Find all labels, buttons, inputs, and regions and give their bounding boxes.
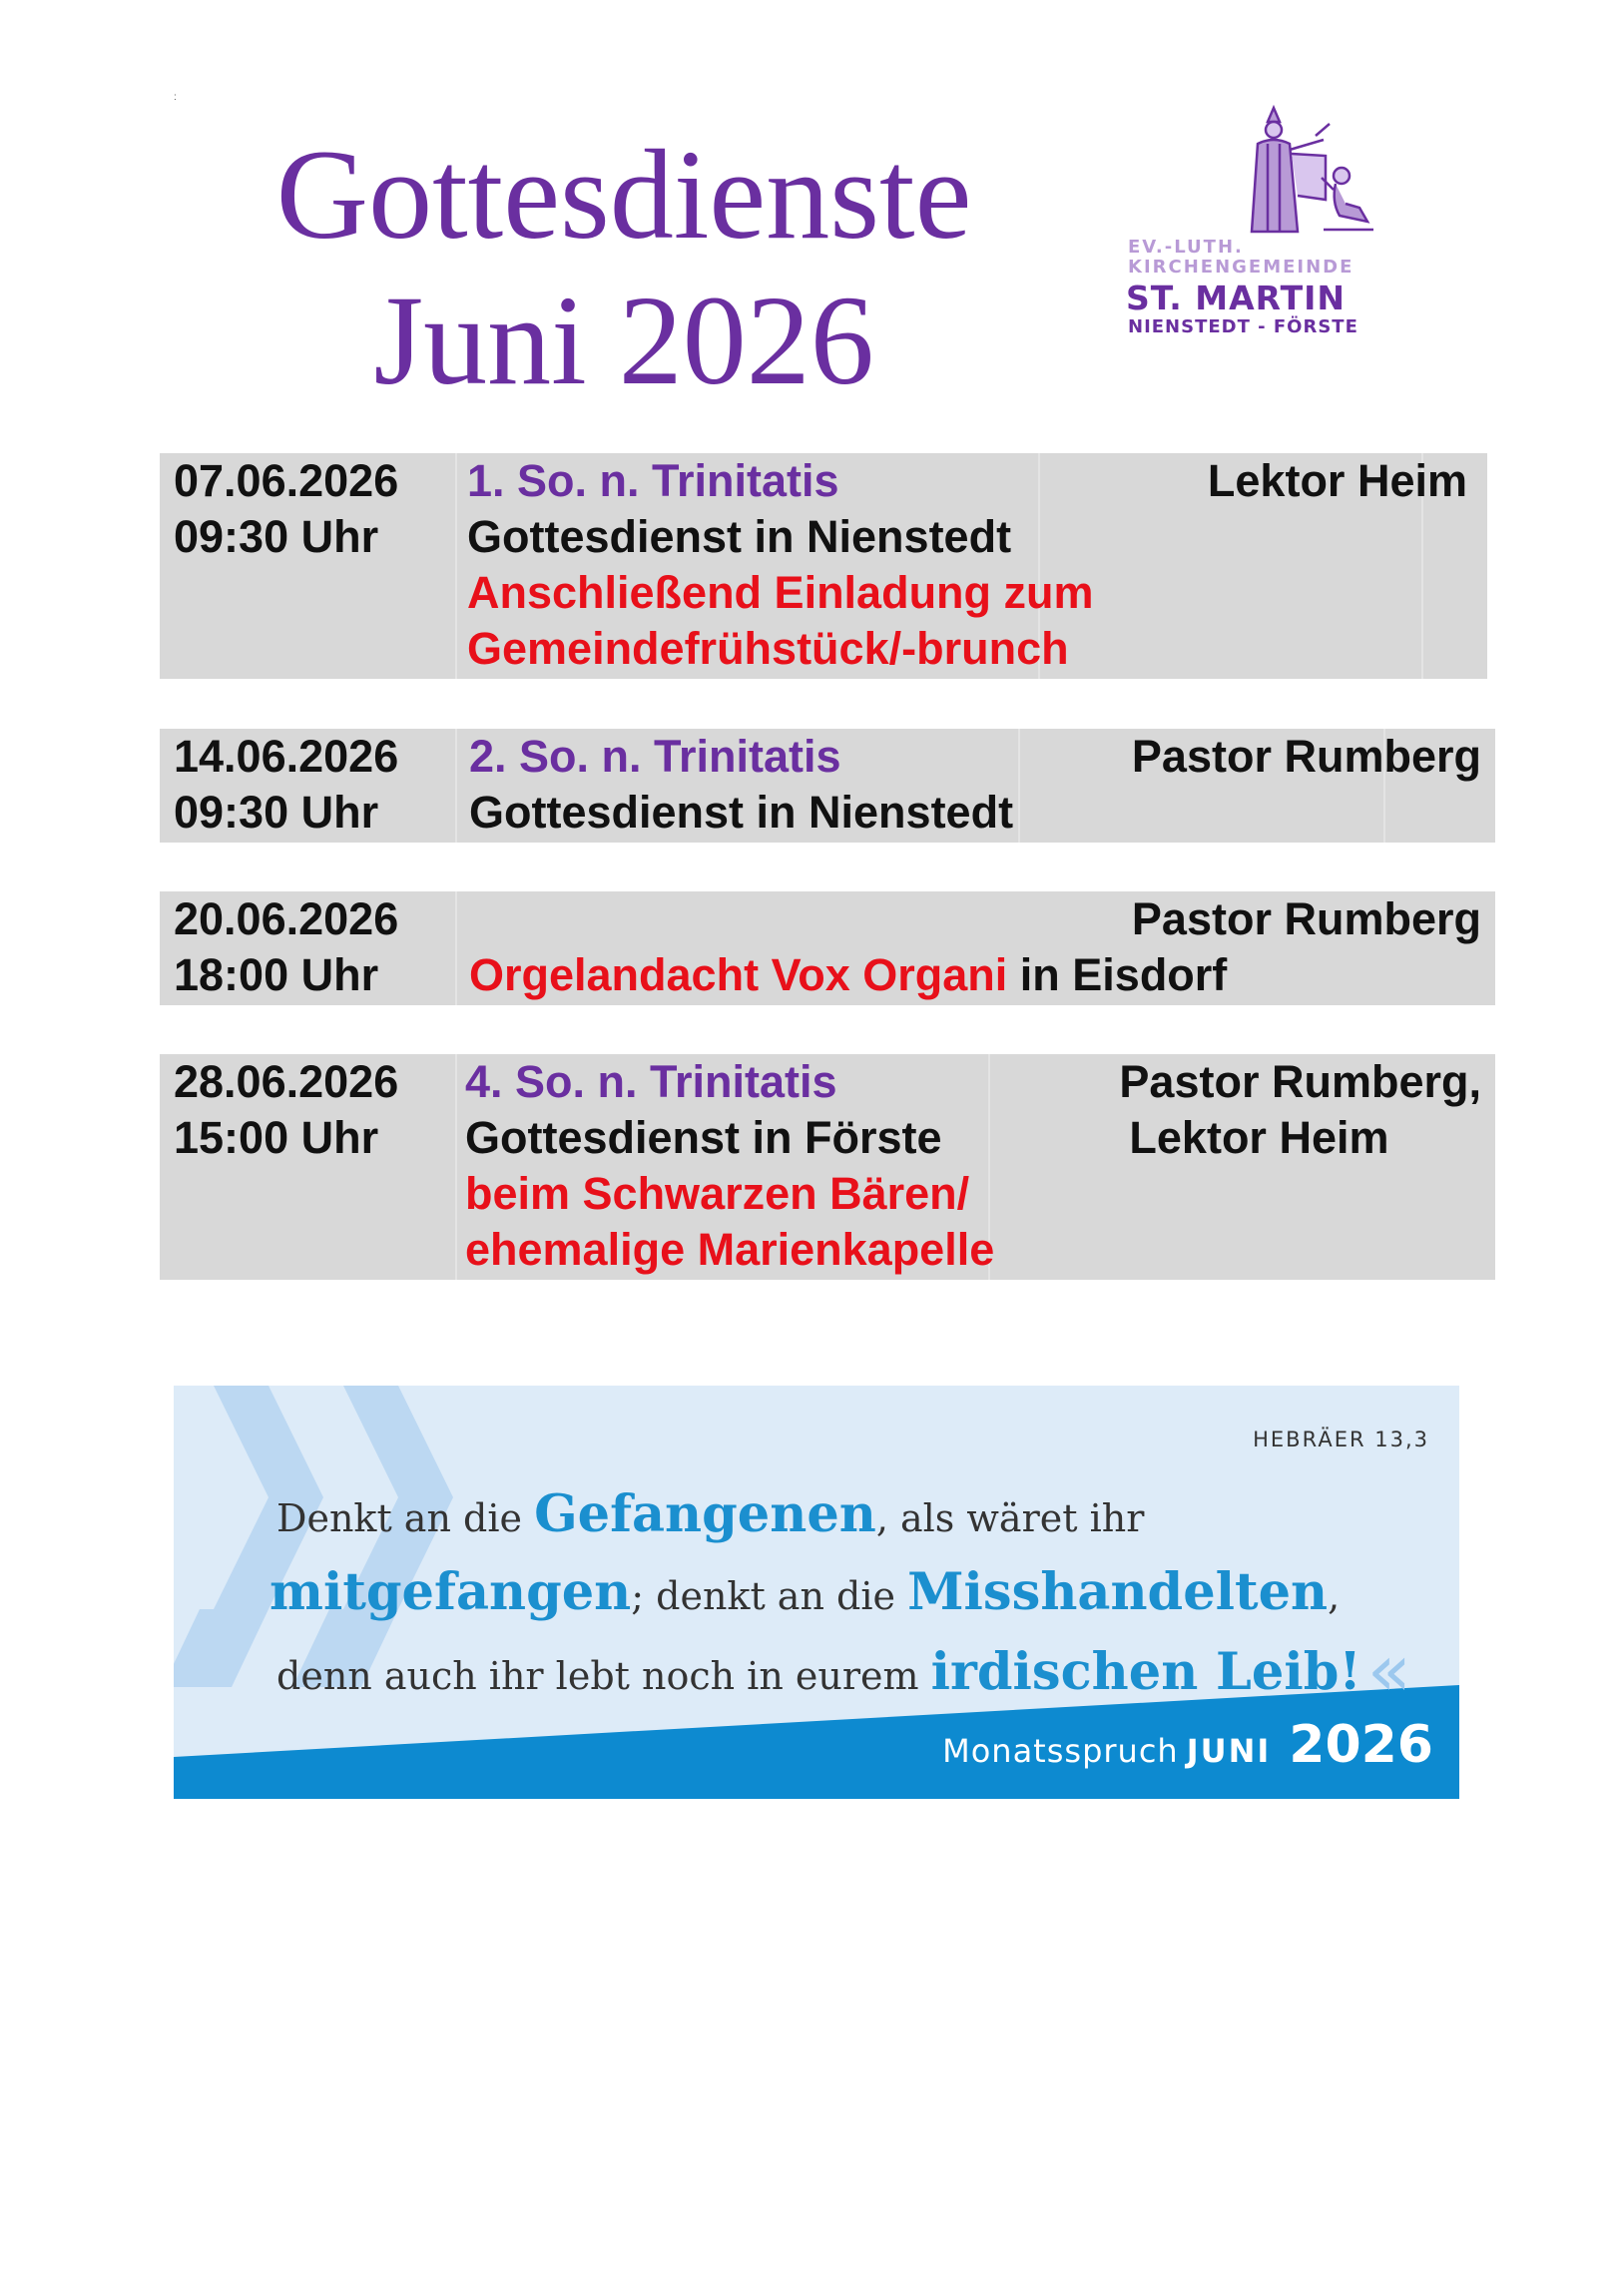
verse-reference: HEBRÄER 13,3 (1253, 1428, 1429, 1451)
corner-mark: : (174, 92, 177, 103)
event-service-location: in Eisdorf (1007, 949, 1228, 1000)
verse-highlight: Gefangenen (534, 1484, 876, 1544)
closing-quote-icon: « (1366, 1628, 1411, 1712)
event-service-highlight: Orgelandacht Vox Organi (469, 949, 1008, 1000)
event-service: Gottesdienst in Nienstedt (469, 787, 1014, 838)
verse-text (270, 1477, 1411, 1713)
event-person-2: Lektor Heim (1129, 1112, 1389, 1163)
event-details (467, 453, 1094, 677)
page-title (150, 120, 1098, 415)
event-service: Gottesdienst in Förste (465, 1112, 942, 1163)
title-line-1: Gottesdienste (275, 124, 972, 266)
event-note: ehemalige Marienkapelle (465, 1224, 995, 1275)
event-time: 18:00 Uhr (174, 949, 379, 1000)
event-time: 09:30 Uhr (174, 511, 379, 562)
event-time: 09:30 Uhr (174, 787, 379, 838)
title-line-2: Juni 2026 (373, 270, 874, 411)
event-row (160, 453, 1487, 679)
event-person: Pastor Rumberg (1131, 893, 1481, 944)
event-datetime (174, 1054, 398, 1166)
event-date: 07.06.2026 (174, 455, 399, 506)
verse-text-part: ; denkt an die (631, 1574, 908, 1618)
logo-line-4: NIENSTEDT - FÖRSTE (1128, 316, 1358, 337)
event-service: Gottesdienst in Nienstedt (467, 511, 1012, 562)
event-datetime (174, 891, 398, 1003)
monthly-verse-banner (174, 1386, 1459, 1799)
event-datetime (174, 729, 398, 841)
event-datetime (174, 453, 398, 565)
footer-month: JUNI (1186, 1732, 1272, 1770)
event-occasion: 2. So. n. Trinitatis (469, 731, 841, 782)
footer-year: 2026 (1289, 1715, 1433, 1775)
verse-text-part: denn auch ihr lebt noch in eurem (276, 1654, 931, 1698)
st-martin-figure-icon (1228, 104, 1377, 244)
logo-line-1: EV.-LUTH. (1128, 237, 1244, 258)
event-date: 28.06.2026 (174, 1056, 399, 1107)
event-details (465, 1054, 994, 1278)
event-row (160, 1054, 1495, 1280)
event-person: Pastor Rumberg (1131, 731, 1481, 782)
verse-text-part: Denkt an die (276, 1496, 535, 1540)
event-date: 20.06.2026 (174, 893, 399, 944)
event-occasion: 1. So. n. Trinitatis (467, 455, 839, 506)
logo-line-3: ST. MARTIN (1126, 279, 1347, 317)
event-person-1: Pastor Rumberg, (1119, 1056, 1481, 1107)
verse-text-part: , (1328, 1574, 1341, 1618)
event-details (469, 729, 1013, 841)
verse-text-part: , als wäret ihr (875, 1496, 1145, 1540)
event-person (1119, 1054, 1481, 1166)
event-note: Anschließend Einladung zum (467, 567, 1094, 618)
event-details (469, 947, 1227, 1003)
verse-highlight: irdischen Leib! (930, 1642, 1361, 1702)
logo-line-2: KIRCHENGEMEINDE (1128, 257, 1354, 278)
event-note: beim Schwarzen Bären/ (465, 1168, 970, 1219)
event-row (160, 891, 1495, 1005)
verse-footer (942, 1715, 1433, 1775)
event-date: 14.06.2026 (174, 731, 399, 782)
verse-highlight: Misshandelten (907, 1562, 1329, 1622)
event-row (160, 729, 1495, 843)
event-occasion: 4. So. n. Trinitatis (465, 1056, 837, 1107)
footer-label: Monatsspruch (942, 1732, 1179, 1770)
event-person: Lektor Heim (1207, 455, 1467, 506)
event-time: 15:00 Uhr (174, 1112, 379, 1163)
event-note: Gemeindefrühstück/-brunch (467, 623, 1069, 674)
verse-highlight: mitgefangen (270, 1562, 632, 1622)
church-logo (1108, 104, 1387, 343)
